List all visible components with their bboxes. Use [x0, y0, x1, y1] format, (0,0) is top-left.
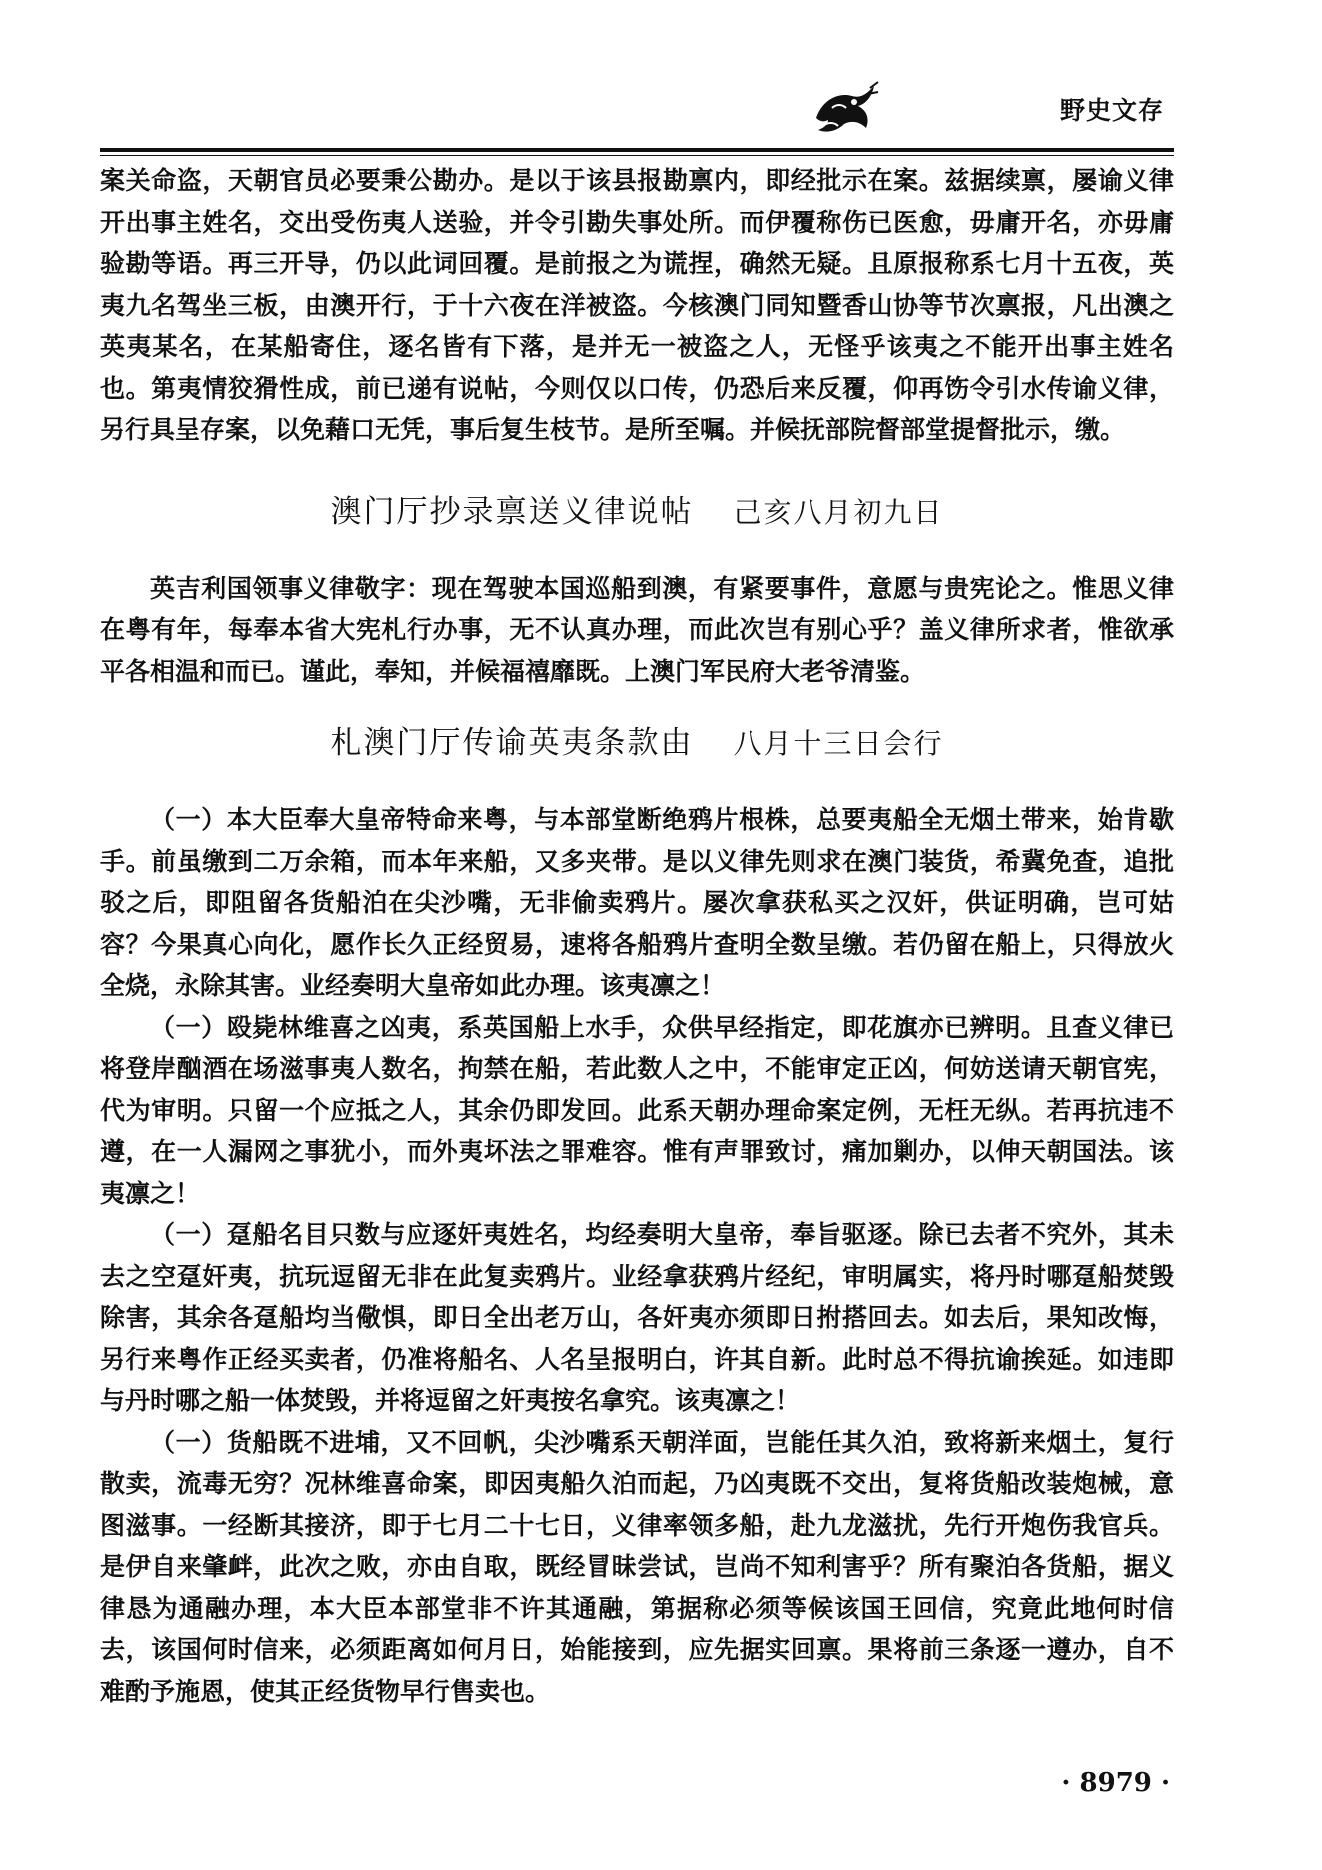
list-item: （一）货船既不进埔，又不回帆，尖沙嘴系天朝洋面，岂能任其久泊，致将新来烟土，复行散卖，流毒无穷？况林维喜命案，即因夷船久泊而起，乃凶夷既不交出，复将货船改装炮械，意图滋事。一经断其接济，即于七月二十七日，义律率领多船，赴九龙滋扰，先行开炮伤我官兵。是伊自来肇衅，此次之败，亦由自取，既经冒昧尝试，岂尚不知利害乎？所有聚泊各货船，据义律恳为通融办理，本大臣本部堂非不许其通融，第据称必须等候该国王回信，究竟此地何时信去，该国何时信来，必须距离如何月日，始能接到，应先据实回禀。果将前三条逐一遵办，自不难酌予施恩，使其正经货物早行售卖也。: [100, 1427, 1174, 1706]
page-header: [808, 78, 1164, 140]
list-item: （一）本大臣奉大皇帝特命来粤，与本部堂断绝鸦片根株，总要夷船全无烟土带来，始肯歇手。前虽缴到二万余箱，而本年来船，又多夹带。是以义律先则求在澳门装货，希冀免查，追批驳之后，即阻留各货船泊在尖沙嘴，无非偷卖鸦片。屡次拿获私买之汉奸，供证明确，岂可姑容？今果真心向化，愿作长久正经贸易，速将各船鸦片查明全数呈缴。若仍留在船上，只得放火全烧，永除其害。业经奏明大皇帝如此办理。该夷凛之！: [100, 805, 1174, 1000]
section-heading: [100, 487, 1174, 538]
page-number: · 8979 ·: [1061, 1768, 1170, 1798]
section-body: 英吉利国领事义律敬字：现在驾驶本国巡船到澳，有紧要事件，意愿与贵宪论之。惟思义律在粤有年，每奉本省大宪札行办事，无不认真办理，而此次岂有别心乎？盖义律所求者，惟欲承平各相温和而已。谨此，奉知，并候福禧靡既。上澳门军民府大老爷清鉴。: [100, 573, 1174, 686]
section-title: 澳门厅抄录禀送义律说帖: [330, 493, 694, 530]
section-date: 八月十三日会行: [733, 727, 944, 760]
section-title: 札澳门厅传谕英夷条款由: [330, 725, 694, 761]
list-item: （一）殴毙林维喜之凶夷，系英国船上水手，众供早经指定，即花旗亦已辨明。且查义律已将登岸酗酒在场滋事夷人数名，拘禁在船，若此数人之中，不能审定正凶，何妨送请天朝官宪，代为审明。只留一个应抵之人，其余仍即发回。此系天朝办理命案定例，无枉无纵。若再抗违不遵，在一人漏网之事犹小，而外夷坏法之罪难容。惟有声罪致讨，痛加剿办，以伸天朝国法。该夷凛之！: [100, 1012, 1174, 1208]
section-heading: [100, 718, 1174, 769]
series-title: 野史文存: [1059, 96, 1164, 125]
continued-paragraph: 案关命盗，天朝官员必要秉公勘办。是以于该县报勘禀内，即经批示在案。兹据续禀，屡谕义律开出事主姓名，交出受伤夷人送验，并令引勘失事处所。而伊覆称伤已医愈，毋庸开名，亦毋庸验勘等语。再三开导，仍以此词回覆。是前报之为谎捏，确然无疑。且原报称系七月十五夜，英夷九名驾坐三板，由澳开行，于十六夜在洋被盗。今核澳门同知暨香山协等节次禀报，凡出澳之英夷某名，在某船寄住，逐名皆有下落，是并无一被盗之人，无怪乎该夷之不能开出事主姓名也。第夷情狡猾性成，前已递有说帖，今则仅以口传，仍恐后来反覆，仰再饬令引水传谕义律，另行具呈存案，以免藉口无凭，事后复生枝节。是所至嘱。并候抚部院督部堂提督批示，缴。: [100, 166, 1174, 444]
section-date: 己亥八月初九日: [733, 495, 944, 529]
list-item: （一）趸船名目只数与应逐奸夷姓名，均经奏明大皇帝，奉旨驱逐。除已去者不究外，其未去之空趸奸夷，抗玩逗留无非在此复卖鸦片。业经拿获鸦片经纪，审明属实，将丹时哪趸船焚毁除害，其余各趸船均当儆惧，即日全出老万山，各奸夷亦须即日拊搭回去。如去后，果知改悔，另行来粤作正经买卖者，仍准将船名、人名呈报明白，许其自新。此时总不得抗谕挨延。如违即与丹时哪之船一体焚毁，并将逗留之奸夷按名拿究。该夷凛之！: [100, 1220, 1174, 1415]
dragon-emblem-icon: [808, 78, 880, 140]
header-rule: [100, 148, 1174, 156]
page-content: [100, 160, 1174, 1712]
